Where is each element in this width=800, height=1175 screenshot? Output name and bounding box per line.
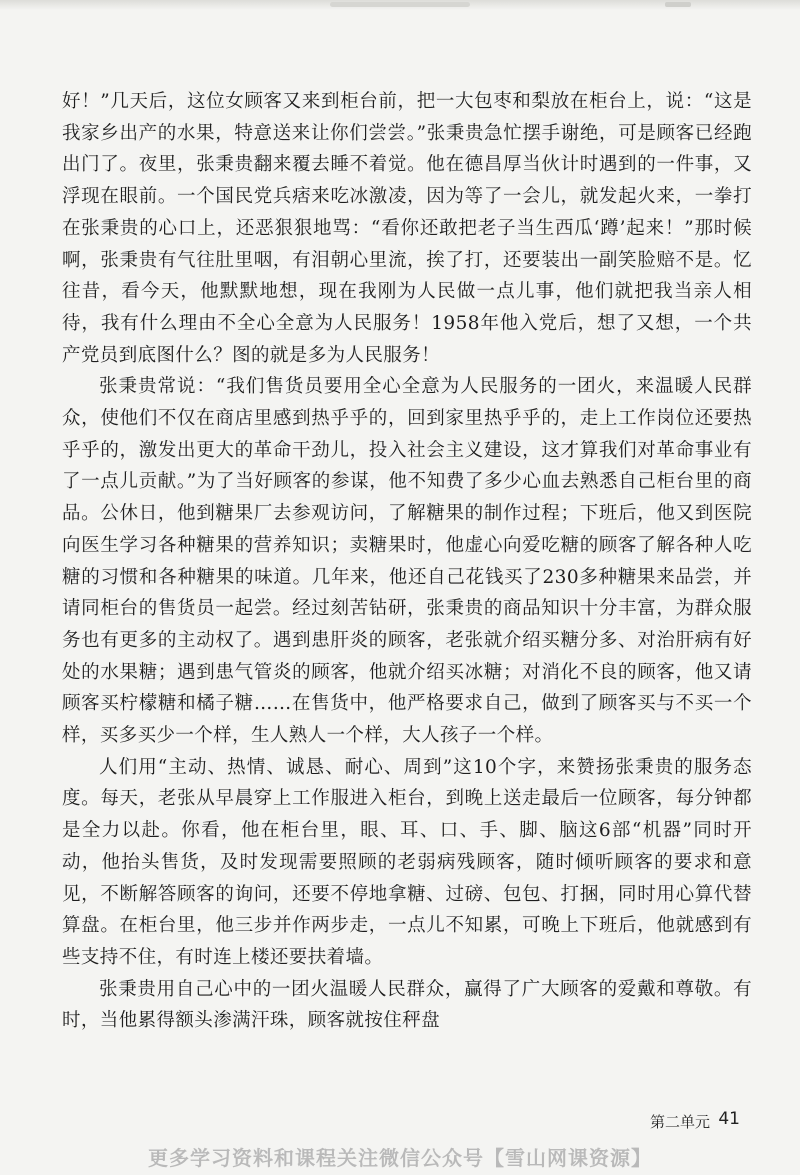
watermark-text: 更多学习资料和课程关注微信公众号【雪山网课资源】: [148, 1146, 652, 1170]
document-body: [62, 86, 752, 1037]
unit-label: 第二单元: [649, 1113, 710, 1131]
paragraph: 张秉贵常说：“我们售货员要用全心全意为人民服务的一团火，来温暖人民群众，使他们不仅在商店里感到热乎乎的，回到家里热乎乎的，走上工作岗位还要热乎乎的，激发出更大的革命干劲儿，投入社会主义建设，这才算我们对革命事业有了一点儿贡献。”为了当好顾客的参谋，他不知费了多少心血去熟悉自己柜台里的商品。公休日，他到糖果厂去参观访问，了解糖果的制作过程；下班后，他又到医院向医生学习各种糖果的营养知识；卖糖果时，他虚心向爱吃糖的顾客了解各种人吃糖的习惯和各种糖果的味道。几年来，他还自己花钱买了230多种糖果来品尝，并请同柜台的售货员一起尝。经过刻苦钻研，张秉贵的商品知识十分丰富，为群众服务也有更多的主动权了。遇到患肝炎的顾客，老张就介绍买糖分多、对治肝病有好处的水果糖；遇到患气管炎的顾客，他就介绍买冰糖；对消化不良的顾客，他又请顾客买柠檬糖和橘子糖……在售货中，他严格要求自己，做到了顾客买与不买一个样，买多买少一个样，生人熟人一个样，大人孩子一个样。: [62, 376, 752, 747]
paragraph: 张秉贵用自己心中的一团火温暖人民群众，赢得了广大顾客的爱戴和尊敬。有时，当他累得额头渗满汗珠，顾客就按住秤盘: [62, 978, 752, 1032]
paragraph: 人们用“主动、热情、诚恳、耐心、周到”这10个字，来赞扬张秉贵的服务态度。每天，老张从早晨穿上工作服进入柜台，到晚上送走最后一位顾客，每分钟都是全力以赴。你看，他在柜台里，眼、耳、口、手、脚、脑这6部“机器”同时开动，他抬头售货，及时发现需要照顾的老弱病残顾客，随时倾听顾客的要求和意见，不断解答顾客的询问，还要不停地拿糖、过磅、包包、打捆，同时用心算代替算盘。在柜台里，他三步并作两步走，一点儿不知累，可晚上下班后，他就感到有些支持不住，有时连上楼还要扶着墙。: [62, 756, 752, 968]
scan-artifact: [330, 2, 470, 7]
scan-artifact: [665, 2, 691, 7]
paragraph-continued: 好！”几天后，这位女顾客又来到柜台前，把一大包枣和梨放在柜台上，说：“这是我家乡出产的水果，特意送来让你们尝尝。”张秉贵急忙摆手谢绝，可是顾客已经跑出门了。夜里，张秉贵翻来覆去睡不着觉。他在德昌厚当伙计时遇到的一件事，又浮现在眼前。一个国民党兵痞来吃冰激凌，因为等了一会儿，就发起火来，一拳打在张秉贵的心口上，还恶狠狠地骂：“看你还敢把老子当生西瓜‘蹲’起来！”那时候啊，张秉贵有气往肚里咽，有泪朝心里流，挨了打，还要装出一副笑脸赔不是。忆往昔，看今天，他默默地想，现在我刚为人民做一点儿事，他们就把我当亲人相待，我有什么理由不全心全意为人民服务！1958年他入党后，想了又想，一个共产党员到底图什么？图的就是多为人民服务！: [62, 91, 752, 366]
page-number: 41: [718, 1109, 740, 1129]
